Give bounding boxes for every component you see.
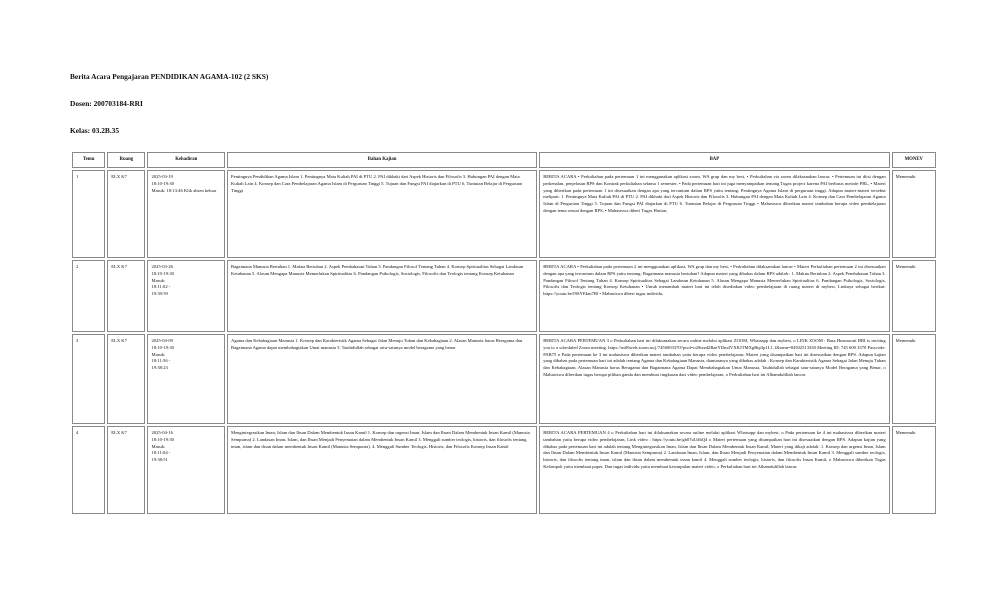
- ruang-cell: ELX K7: [107, 334, 145, 424]
- kehadiran-cell: [147, 426, 225, 514]
- bahan-kajian-cell: Agama dan Kebahagiaan Manusia 1. Konsep dan Karakteristik Agama Sebagai Jalan Menuju Tuhan dan Kebahagiaan 2. Alasan Manusia harus Beragama dan Bagaimana Agama dapat membahagiakan Umat manusia 3. Tauhidullah sebagai satu-satunya model beragama yang benar: [227, 334, 537, 424]
- temu-cell: 3: [72, 334, 105, 424]
- attendance-in: 18:11:02 -: [151, 284, 171, 290]
- session-date: 2025-03-19: [151, 174, 173, 179]
- session-time: 18:10-19:30: [151, 436, 174, 442]
- temu-cell: 1: [72, 170, 105, 258]
- table-row: [72, 260, 936, 332]
- attendance-out: 19:39:59: [151, 291, 168, 297]
- table-row: [72, 170, 936, 258]
- document-title: Berita Acara Pengajaran PENDIDIKAN AGAMA-102 (2 SKS): [70, 72, 269, 81]
- bap-cell: BERITA ACARA • Perkuliahan pada pertemuan 2 ini menggunakan aplikasi, WA grup dan my best, • Perkuliahan dilaksanakan lancar • Materi Perkuliahan pertemuan 2 ini disesuaikan dengan apa yang tercantum dalam RPS yaitu tentang: Bagaimana manusia bertuhan? Adapun materi yang dibahas dalam RPS adalah : 1. Makna Bertuhan 2. Aspek Pembahasan Tuhan 3. Pandangan Filosof Tentang Tuhan 4. Konsep Spiritualitas Sebagai Landasan Ketuhanan 5. Alasan Mengapa Manusia Memerlukan Spiritualitas 6. Pandangan Psikologis, Sosiologis, Filosofis dan Teologis tentang Konsep Ketuhanan • Untuk menambah materi hari ini telah disediakan video pembelajaran di ruang materi di mybest, Linknya sebagai berikut: https://youtu.be/I9SYEkm7Bl • Mahasiswa diberi tugas individu,: [539, 260, 889, 332]
- kehadiran-cell: [147, 170, 225, 258]
- attendance-in: 18:11:56 -: [151, 358, 171, 364]
- lecturer-line: Dosen: 200703184-RRI: [70, 99, 143, 108]
- attendance-out: 19:38:51: [151, 457, 168, 463]
- session-time: 18:10-19:30: [151, 270, 174, 276]
- bahan-kajian-cell: Bagaimana Manusia Bertuhan 1. Makna Bertuhan 2. Aspek Pembahasan Tuhan 3. Pandangan Filosof Tentang Tuhan 4. Konsep Spiritualitas Sebagai Landasan Ketuhanan 5. Alasan Mengapa Manusia Memerlukan Spiritualitas 6. Pandangan Psikologis, Sosiologis, Filosofis dan Teologis tentang Konsep Ketuhanan: [227, 260, 537, 332]
- session-date: 2025-03-26: [151, 264, 173, 269]
- bahan-kajian-cell: Mengintegrasikan Iman, Islam dan Ihsan Dalam Membentuk Insan Kamil 1. Konsep dan urgensi Iman, Islam dan Ihsan Dalam Membentuk Insan Kamil (Manusia Sempurna) 2. Landasan Iman, Islam, dan Ihsan Menjadi Penyemaian dalam Membentuk Insan Kamil 3. Menggali sumber teologis, historis, dan filosofis tentang iman, islam dan ihsan dalam membentuk Insan Kamil (Manusia Sempurna). 4. Menggali Sumber Teologis, Historis, dan Filosofis Konsep Insan Kamil: [227, 426, 537, 514]
- attendance-out: 19:38:23: [151, 365, 168, 371]
- session-date: 2025-04-16: [151, 430, 173, 435]
- bap-cell: BERITA ACARA PERTEMUAN 3 o Perkuliahan hari ini dilaksanakan secara online melalui aplikasi ZOOM, Whatsapp dan mybest, o LINK ZOOM : Bara Husnawati BRI is inviting you to a scheduled Zoom meeting. https://us06web.zoom.us/j/7456003370?pwd=o2Stzzd2BaeYDm4VXKJTMXgRtp3p1L1.1&omn=84502513330 Meeting ID: 745 600 3370 Passcode: PAB75 o Pada pertemuan ke 3 ini mahasiswa diberikan materi tambahan yaitu berupa video pembelajaran, Materi yang disampaikan hari ini disesuaikan dengan RPS. Adapun kajian yang dibahas pada pertemuan hari ini adalah tentang Agama dan Kebahagiaan Manusia, diantaranya yang dibahas adalah : Konsep dan Karakteristik Agama Sebagai Jalan Menuju Tuhan dan Kebahagiaan, Alasan Manusia harus Beragama dan Bagaimana Agama Dapat Membahagiakan Umat Manusia, Tauhidullah sebagai satu-satunya Model Beragama yang Benar, o Mahasiswa diberikan tugas berupa pilihan ganda dan membuat ringkasan dari video pembelajaran, o Perkuliahan hari ini Alhamdulillah lancar.: [539, 334, 889, 424]
- session-date: 2025-04-09: [151, 338, 173, 343]
- class-line: Kelas: 03.2B.35: [70, 126, 120, 135]
- attendance-label: Masuk:: [151, 351, 166, 357]
- kehadiran-cell: [147, 260, 225, 332]
- attendance-label: Masuk:: [151, 277, 166, 283]
- column-header-bahan-kajian: Bahan Kajian: [227, 152, 537, 168]
- ruang-cell: ELX K7: [107, 170, 145, 258]
- kehadiran-cell: [147, 334, 225, 424]
- ruang-cell: ELX K7: [107, 260, 145, 332]
- table-header-row: [72, 152, 936, 168]
- ruang-cell: ELX K7: [107, 426, 145, 514]
- teaching-record-table: [70, 150, 938, 516]
- session-time: 18:10-19:30: [151, 344, 174, 350]
- table-row: [72, 426, 936, 514]
- bap-cell: BERITA ACARA • Perkuliahan pada pertemuan 1 ini menggunakan aplikasi zoom, WA grup dan my best, • Perkuliahan via zoom dilaksanakan lancar, • Pertemuan ini diisi dengan perkenalan, penjelasan RPS dan Kontrak perkuliahan selama 1 semester, • Pada pertemuan hari ini juga menyampaikan tentang Tugas project karena PAI berbasis metode PBL, • Materi yang diberikan pada pertemuan 1 ini disesuaikan dengan apa yang tercantum dalam RPS yaitu tentang: Pentingnya Agama Islam di perguruan tinggi. Adapun materi-materi tersebut meliputi: 1. Pentingnya Mata Kuliah PAI di PTU 2. PAI dikhaki dari Aspek Historis dan Filosofis 3. Hubungan PAI dengan Mata Kuliah Lain 4. Konsep dan Cara Pembelajaran Agama Islam di Perguruan Tinggi 5. Tujuan dan Fungsi PAI diajarkan di PTU 6. Tuntutan Belajar di Perguruan Tinggi • Mahasiswa diberikan materi tambahan berupa video pembelajaran dengan tema sesuai dengan RPS, • Mahasiswa diberi Tugas Harian,: [539, 170, 889, 258]
- bahan-kajian-cell: Pentingnya Pendidikan Agama Islam 1. Pentingnya Mata Kuliah PAI di PTU 2. PAI dikhaki dari Aspek Historis dan Filosofis 3. Hubungan PAI dengan Mata Kuliah Lain 4. Konsep dan Cara Pembelajaran Agama Islam di Perguruan Tinggi 5. Tujuan dan Fungsi PAI diajarkan di PTU 6. Tuntutan Belajar di Perguruan Tinggi: [227, 170, 537, 258]
- column-header-ruang: Ruang: [107, 152, 145, 168]
- temu-cell: 2: [72, 260, 105, 332]
- attendance-label: Masuk:: [151, 443, 166, 449]
- monev-cell: Memenuhi: [892, 170, 936, 258]
- monev-cell: Memenuhi: [892, 260, 936, 332]
- table-row: [72, 334, 936, 424]
- attendance-info: Masuk: 18:13:46 Klik absen keluar: [151, 187, 217, 193]
- monev-cell: Memenuhi: [892, 334, 936, 424]
- column-header-bap: BAP: [539, 152, 889, 168]
- monev-cell: Memenuhi: [892, 426, 936, 514]
- column-header-kehadiran: Kehadiran: [147, 152, 225, 168]
- session-time: 18:10-19:30: [151, 180, 174, 186]
- column-header-temu: Temu: [72, 152, 105, 168]
- column-header-monev: MONEV: [892, 152, 936, 168]
- attendance-in: 18:11:04 -: [151, 450, 171, 456]
- bap-cell: BERITA ACARA PERTEMUAN 4 o Perkuliahan hari ini dilaksanakan secara online melalui aplikasi Whatsapp dan mybest, o Pada pertemuan ke 4 ini mahasiswa diberikan materi tambahan yaitu berupa video pembelajaran, Link video : https://youtu.be/gh07uUdhQ4 o Materi pertemuan yang disampaikan hari ini disesuaikan dengan RPS. Adapun kajian yang dibahas pada pertemuan hari ini adalah tentang Mengintegrasikan Iman, Islam dan Ihsan Dalam Membentuk Insan Kamil, Materi yang dikaji adalah: 1. Konsep dan urgensi Iman, Islam dan Ihsan Dalam Membentuk Insan Kamil (Manusia Sempurna) 2. Landasan Iman, Islam, dan Ihsan Menjadi Penyemaian dalam Membentuk Insan Kamil 3. Menggali sumber teologis, historis, dan filosofis tentang iman, islam dan ihsan dalam membentuk insan kamil 4. Menggali sumber teologis, historis, dan filosofis Insan Kamil, o Mahasiswa diberikan Tugas Kelompok yaitu membuat paper, Dan tugas individu yaitu membuat kesimpulan materi video, o Perkuliahan hari ini Alhamdulillah lancar.: [539, 426, 889, 514]
- temu-cell: 4: [72, 426, 105, 514]
